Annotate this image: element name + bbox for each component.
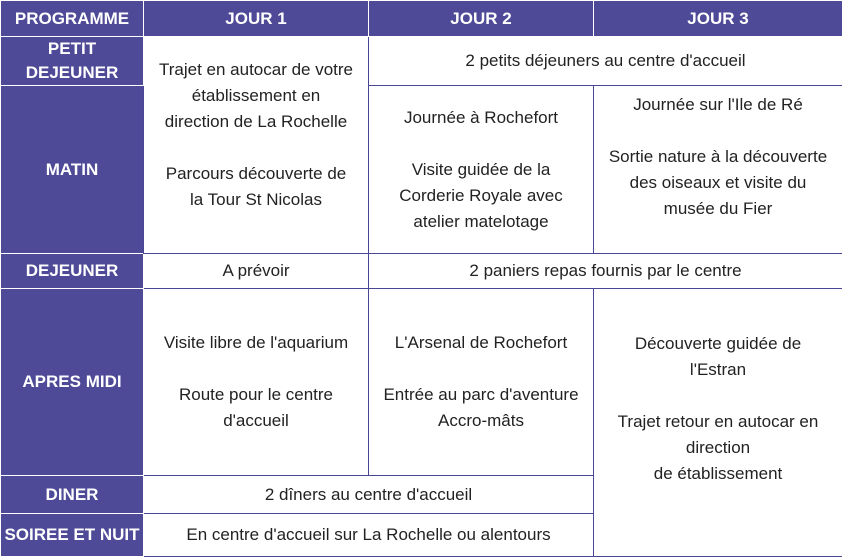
cell-day2-morning <box>369 86 594 254</box>
row-apres-midi <box>1 289 842 476</box>
header-day-3: JOUR 3 <box>594 1 842 37</box>
cell-line: Journée à Rochefort <box>372 105 590 131</box>
header-day-2: JOUR 2 <box>369 1 594 37</box>
cell-line: atelier matelotage <box>372 209 590 235</box>
cell-lunch-days-2-3: 2 paniers repas fournis par le centre <box>369 254 842 289</box>
cell-line: établissement en <box>147 83 365 109</box>
cell-line: Journée sur l'Ile de Ré <box>597 92 839 118</box>
cell-day3-morning <box>594 86 842 254</box>
cell-spacer <box>372 356 590 382</box>
cell-day1-morning <box>144 37 369 254</box>
cell-line: Entrée au parc d'aventure <box>372 382 590 408</box>
cell-spacer <box>147 135 365 161</box>
row-label-soiree: SOIREE ET NUIT <box>1 514 144 557</box>
cell-line: Sortie nature à la découverte <box>597 144 839 170</box>
cell-evening: En centre d'accueil sur La Rochelle ou alentours <box>144 514 594 557</box>
cell-spacer <box>372 131 590 157</box>
cell-day1-afternoon <box>144 289 369 476</box>
cell-line: direction <box>597 435 839 461</box>
cell-line: Route pour le centre <box>147 382 365 408</box>
cell-spacer <box>147 356 365 382</box>
header-day-1: JOUR 1 <box>144 1 369 37</box>
row-petit-dejeuner <box>1 37 842 86</box>
cell-line: Parcours découverte de <box>147 161 365 187</box>
row-label-dejeuner: DEJEUNER <box>1 254 144 289</box>
row-label-apres-midi: APRES MIDI <box>1 289 144 476</box>
cell-day3-afternoon <box>594 289 842 557</box>
cell-line: l'Estran <box>597 357 839 383</box>
cell-day1-lunch: A prévoir <box>144 254 369 289</box>
cell-line: d'accueil <box>147 408 365 434</box>
cell-breakfast-days-2-3: 2 petits déjeuners au centre d'accueil <box>369 37 842 86</box>
cell-spacer <box>597 383 839 409</box>
cell-line: Trajet en autocar de votre <box>147 57 365 83</box>
cell-dinner: 2 dîners au centre d'accueil <box>144 476 594 514</box>
row-label-line: DEJEUNER <box>4 61 140 85</box>
header-row <box>1 1 842 37</box>
row-matin <box>1 86 842 254</box>
cell-line: Visite guidée de la <box>372 157 590 183</box>
cell-line: Visite libre de l'aquarium <box>147 330 365 356</box>
cell-line: L'Arsenal de Rochefort <box>372 330 590 356</box>
cell-line: direction de La Rochelle <box>147 109 365 135</box>
row-dejeuner <box>1 254 842 289</box>
cell-line: de établissement <box>597 461 839 487</box>
row-label-matin: MATIN <box>1 86 144 254</box>
cell-line: Accro-mâts <box>372 408 590 434</box>
row-label-diner: DINER <box>1 476 144 514</box>
cell-line: des oiseaux et visite du <box>597 170 839 196</box>
header-programme: PROGRAMME <box>1 1 144 37</box>
cell-line: Trajet retour en autocar en <box>597 409 839 435</box>
cell-line: Corderie Royale avec <box>372 183 590 209</box>
cell-spacer <box>597 118 839 144</box>
cell-line: la Tour St Nicolas <box>147 187 365 213</box>
row-label-line: PETIT <box>4 37 140 61</box>
cell-line: Découverte guidée de <box>597 331 839 357</box>
cell-line: musée du Fier <box>597 196 839 222</box>
cell-day2-afternoon <box>369 289 594 476</box>
row-label-petit-dejeuner <box>1 37 144 86</box>
